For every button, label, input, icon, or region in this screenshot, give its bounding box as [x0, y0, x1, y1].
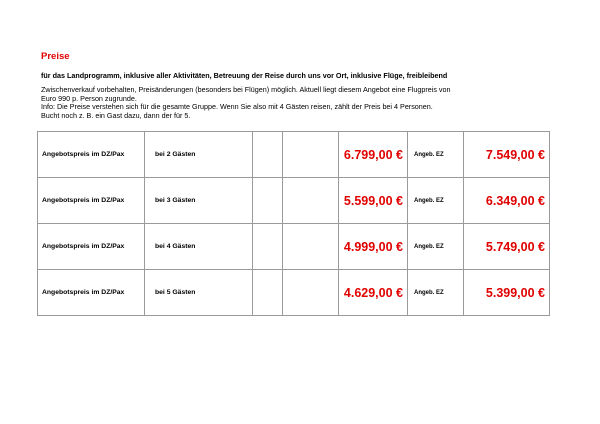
guest-count: bei 3 Gästen — [145, 178, 253, 224]
single-room-label: Angeb. EZ — [408, 224, 464, 270]
note-line: Bucht noch z. B. ein Gast dazu, dann der für 5. — [41, 110, 191, 120]
single-room-price: 5.399,00 € — [464, 270, 550, 316]
empty-cell — [283, 132, 339, 178]
note-line: Zwischenverkauf vorbehalten, Preisänderungen (besonders bei Flügen) möglich. Aktuell liegt diesem Angebot eine Flugpreis von — [41, 85, 451, 94]
empty-cell — [253, 178, 283, 224]
row-label: Angebotspreis im DZ/Pax — [38, 224, 145, 270]
empty-cell — [253, 270, 283, 316]
empty-cell — [253, 224, 283, 270]
table-row — [38, 224, 550, 270]
empty-cell — [283, 270, 339, 316]
double-room-price: 4.629,00 € — [339, 270, 408, 316]
guest-count: bei 2 Gästen — [145, 132, 253, 178]
table-row — [38, 270, 550, 316]
double-room-price: 6.799,00 € — [339, 132, 408, 178]
price-table — [37, 131, 550, 316]
guest-count: bei 4 Gästen — [145, 224, 253, 270]
empty-cell — [283, 178, 339, 224]
single-room-label: Angeb. EZ — [408, 270, 464, 316]
note-line: Info: Die Preise verstehen sich für die gesamte Gruppe. Wenn Sie also mit 4 Gästen reisen, zählt der Preis bei 4 Personen. — [41, 102, 433, 112]
guest-count: bei 5 Gästen — [145, 270, 253, 316]
single-room-price: 7.549,00 € — [464, 132, 550, 178]
row-label: Angebotspreis im DZ/Pax — [38, 178, 145, 224]
double-room-price: 4.999,00 € — [339, 224, 408, 270]
single-room-price: 6.349,00 € — [464, 178, 550, 224]
table-row — [38, 132, 550, 178]
single-room-price: 5.749,00 € — [464, 224, 550, 270]
table-row — [38, 178, 550, 224]
row-label: Angebotspreis im DZ/Pax — [38, 132, 145, 178]
single-room-label: Angeb. EZ — [408, 178, 464, 224]
row-label: Angebotspreis im DZ/Pax — [38, 270, 145, 316]
single-room-label: Angeb. EZ — [408, 132, 464, 178]
section-subtitle: für das Landprogramm, inklusive aller Aktivitäten, Betreuung der Reise durch uns vor Ort, inklusive Flüge, freibleibend — [41, 71, 448, 80]
empty-cell — [253, 132, 283, 178]
notes-block — [41, 86, 541, 120]
double-room-price: 5.599,00 € — [339, 178, 408, 224]
section-heading: Preise — [41, 51, 70, 62]
note-line: Euro 990 p. Person zugrunde. — [41, 93, 137, 103]
empty-cell — [283, 224, 339, 270]
